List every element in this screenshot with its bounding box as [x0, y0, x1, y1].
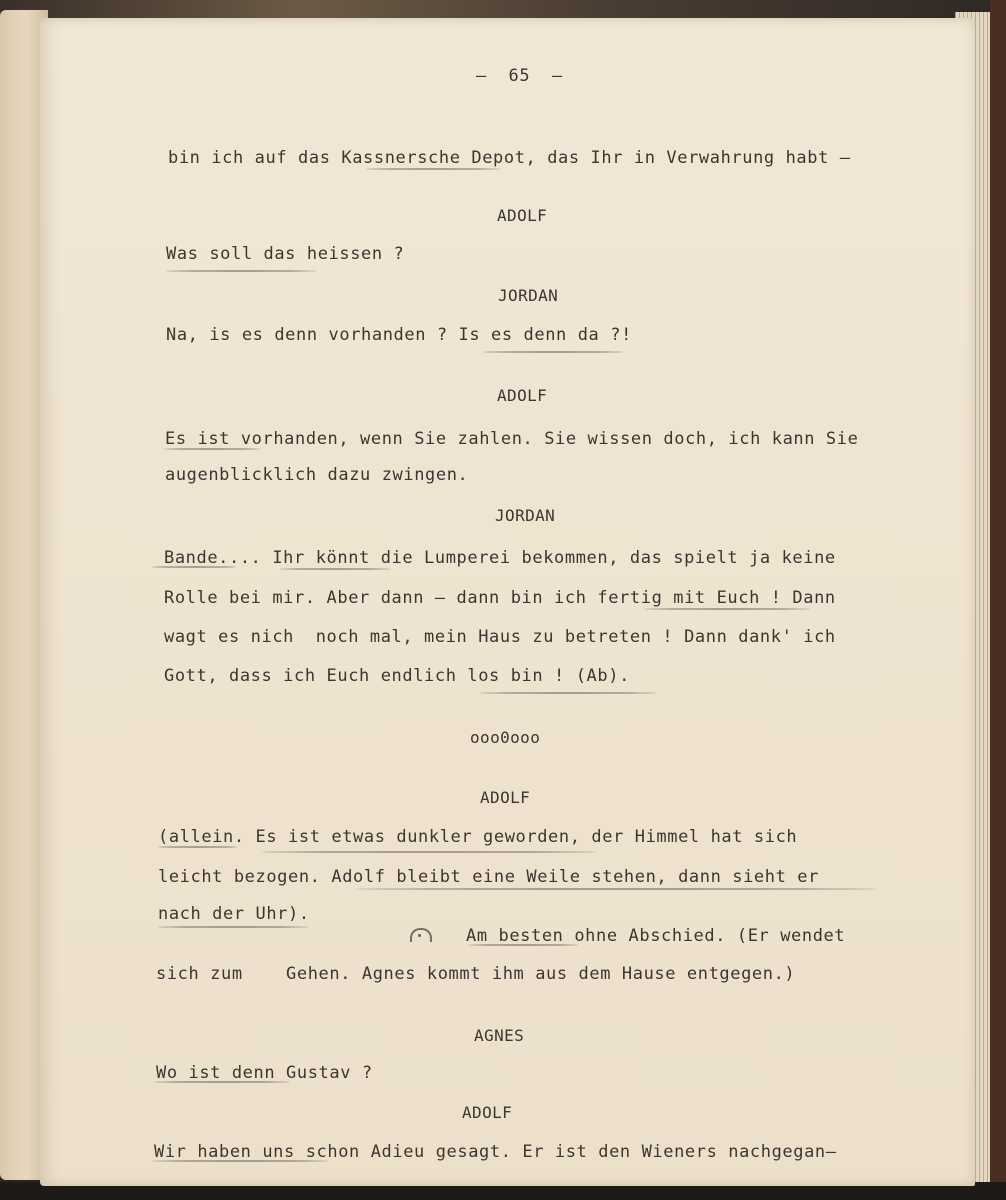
- stage-direction-line: nach der Uhr).: [158, 904, 310, 924]
- pencil-underline: [356, 888, 876, 890]
- speaker-name: ADOLF: [497, 386, 548, 405]
- pencil-underline: [158, 926, 308, 928]
- stage-direction-line: (allein. Es ist etwas dunkler geworden, der Himmel hat sich: [158, 827, 798, 847]
- book-cover-edge: [990, 0, 1006, 1200]
- scene-divider: ooo0ooo: [470, 728, 541, 747]
- speaker-name: ADOLF: [497, 206, 548, 225]
- dialogue-line: Wo ist denn Gustav ?: [156, 1063, 373, 1083]
- speaker-name: JORDAN: [498, 286, 559, 305]
- pencil-underline: [154, 1081, 290, 1083]
- dialogue-line: Es ist vorhanden, wenn Sie zahlen. Sie wissen doch, ich kann Sie: [165, 429, 859, 449]
- pencil-underline: [164, 448, 260, 450]
- dialogue-line: Am besten ohne Abschied. (Er wendet: [466, 926, 846, 946]
- pencil-underline: [480, 692, 656, 694]
- pencil-pause-mark-icon: [410, 928, 432, 942]
- dialogue-line: augenblicklich dazu zwingen.: [165, 465, 469, 485]
- pencil-underline: [280, 568, 390, 570]
- stage-direction-line: sich zum Gehen. Agnes kommt ihm aus dem Hause entgegen.): [156, 964, 796, 984]
- pencil-underline: [166, 270, 316, 272]
- pencil-underline: [152, 566, 236, 568]
- dialogue-line: Wir haben uns schon Adieu gesagt. Er ist den Wieners nachgegan–: [154, 1142, 837, 1162]
- pencil-underline: [366, 168, 500, 170]
- dialogue-line: Bande.... Ihr könnt die Lumperei bekommen, das spielt ja keine: [164, 548, 836, 568]
- pencil-underline: [152, 1160, 328, 1162]
- pencil-underline: [262, 851, 596, 853]
- typescript-page: [40, 18, 975, 1186]
- dialogue-line: Was soll das heissen ?: [166, 244, 405, 264]
- dialogue-line: bin ich auf das Kassnersche Depot, das Ihr in Verwahrung habt –: [168, 148, 851, 168]
- page-number: – 65 –: [476, 66, 563, 86]
- speaker-name: ADOLF: [462, 1103, 513, 1122]
- speaker-name: AGNES: [474, 1026, 525, 1045]
- dialogue-line: Na, is es denn vorhanden ? Is es denn da ?!: [166, 325, 632, 345]
- dialogue-line: Gott, dass ich Euch endlich los bin ! (Ab).: [164, 666, 630, 686]
- speaker-name: ADOLF: [480, 788, 531, 807]
- pencil-underline: [483, 351, 623, 353]
- pencil-underline: [644, 608, 810, 610]
- pencil-underline: [158, 846, 238, 848]
- stage-direction-line: leicht bezogen. Adolf bleibt eine Weile stehen, dann sieht er: [158, 867, 819, 887]
- dialogue-line: wagt es nich noch mal, mein Haus zu betreten ! Dann dank' ich: [164, 627, 836, 647]
- pencil-underline: [468, 944, 578, 946]
- speaker-name: JORDAN: [495, 506, 556, 525]
- dialogue-line: Rolle bei mir. Aber dann – dann bin ich fertig mit Euch ! Dann: [164, 588, 836, 608]
